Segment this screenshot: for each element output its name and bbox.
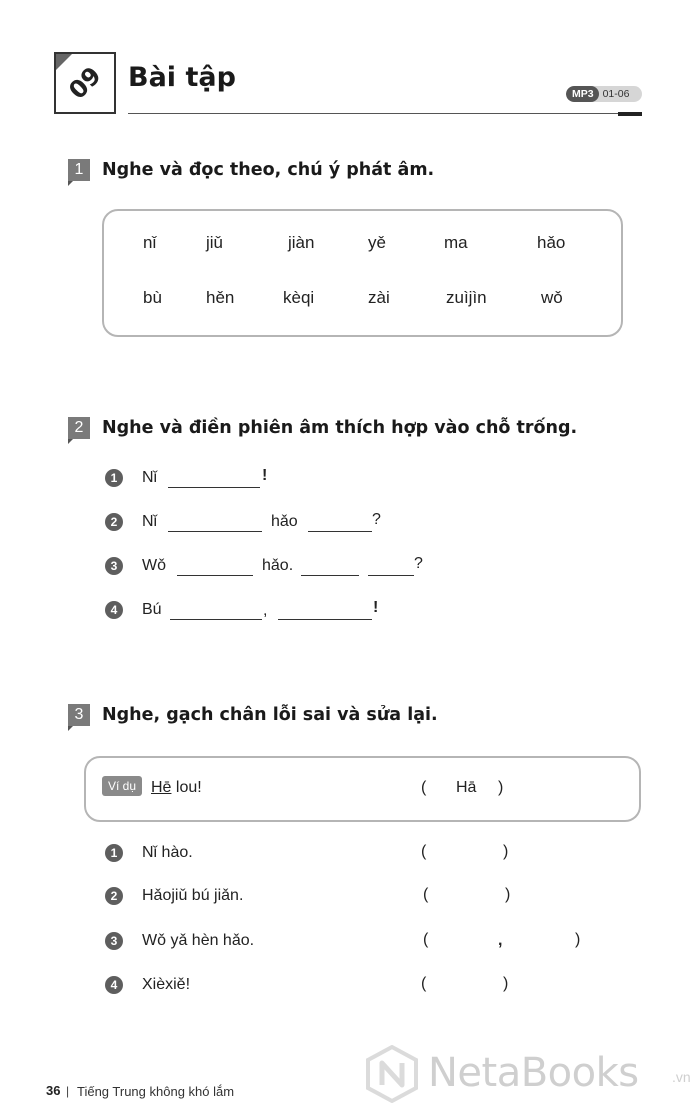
example-rest: lou! <box>171 779 202 796</box>
answer-blank[interactable] <box>368 575 414 576</box>
mp3-badge <box>566 86 642 102</box>
section-3-number: 3 <box>68 704 90 726</box>
pinyin-word: zài <box>368 288 390 307</box>
item-number: 2 <box>105 513 123 531</box>
section-2-number: 2 <box>68 417 90 439</box>
answer-blank[interactable] <box>278 619 372 620</box>
pinyin-word: wǒ <box>541 288 563 307</box>
pinyin-word: jiǔ <box>206 233 224 252</box>
page-title: Bài tập <box>128 62 236 93</box>
item-comma: , <box>263 602 268 619</box>
lesson-number-badge <box>54 52 116 114</box>
item-comma: , <box>498 932 503 949</box>
item-number: 1 <box>105 469 123 487</box>
paren-open: ( <box>421 975 427 992</box>
pinyin-word: bù <box>143 288 162 307</box>
example-tag: Ví dụ <box>102 776 142 796</box>
pinyin-word: yě <box>368 233 386 252</box>
title-divider <box>128 113 642 114</box>
mp3-label: MP3 <box>566 86 599 102</box>
item-number: 3 <box>105 557 123 575</box>
item-number: 2 <box>105 887 123 905</box>
mp3-track-range: 01-06 <box>602 88 630 100</box>
section-1-header <box>68 159 434 181</box>
item-number: 3 <box>105 932 123 950</box>
item-number: 1 <box>105 844 123 862</box>
paren-close: ) <box>575 931 581 948</box>
item-text: Nǐ <box>142 513 158 530</box>
pinyin-list-box <box>102 209 623 337</box>
item-punctuation: ? <box>414 555 423 572</box>
item-punctuation: ? <box>372 511 381 528</box>
section-2-instruction: Nghe và điền phiên âm thích hợp vào chỗ trống. <box>102 418 578 438</box>
section-3-header <box>68 704 438 726</box>
paren-open: ( <box>421 843 427 860</box>
section-1-number: 1 <box>68 159 90 181</box>
example-sentence <box>151 779 202 797</box>
item-punctuation: ! <box>373 599 379 616</box>
item-text: Wǒ <box>142 557 166 574</box>
item-number: 4 <box>105 976 123 994</box>
book-title: Tiếng Trung không khó lắm <box>77 1084 235 1099</box>
item-sentence: Nǐ hào. <box>142 844 193 861</box>
paren-open: ( <box>421 779 427 796</box>
item-text: hǎo <box>271 513 298 530</box>
section-3-instruction: Nghe, gạch chân lỗi sai và sửa lại. <box>102 705 438 725</box>
paren-close: ) <box>503 843 509 860</box>
paren-close: ) <box>503 975 509 992</box>
pinyin-word: zuìjìn <box>446 288 487 307</box>
answer-blank[interactable] <box>170 619 262 620</box>
item-text: Bú <box>142 601 162 618</box>
page-number: 36 <box>46 1083 61 1098</box>
example-answer: Hā <box>456 779 477 796</box>
netabooks-logo-icon <box>366 1045 418 1103</box>
lesson-number: 09 <box>63 61 107 105</box>
paren-close: ) <box>498 779 504 796</box>
answer-blank[interactable] <box>308 531 372 532</box>
answer-blank[interactable] <box>168 531 262 532</box>
section-1-instruction: Nghe và đọc theo, chú ý phát âm. <box>102 160 435 180</box>
pinyin-word: nǐ <box>143 233 157 252</box>
section-2-header <box>68 417 577 439</box>
example-error-word: Hē <box>151 779 172 796</box>
item-sentence: Wǒ yǎ hèn hǎo. <box>142 932 255 949</box>
paren-open: ( <box>423 931 429 948</box>
pinyin-word: ma <box>444 233 468 252</box>
pinyin-word: hǎo <box>537 233 566 252</box>
pinyin-word: kèqi <box>283 288 315 307</box>
answer-blank[interactable] <box>168 487 260 488</box>
footer-separator: | <box>66 1084 70 1098</box>
item-sentence: Hǎojiǔ bú jiǎn. <box>142 887 244 904</box>
pinyin-word: jiàn <box>288 233 315 252</box>
item-text: Nǐ <box>142 469 158 486</box>
paren-open: ( <box>423 886 429 903</box>
answer-blank[interactable] <box>301 575 359 576</box>
watermark-brand: NetaBooks <box>428 1050 639 1096</box>
answer-blank[interactable] <box>177 575 253 576</box>
item-number: 4 <box>105 601 123 619</box>
item-sentence: Xièxiě! <box>142 976 191 993</box>
watermark-suffix: .vn <box>672 1069 691 1085</box>
item-text: hǎo. <box>262 557 294 574</box>
paren-close: ) <box>505 886 511 903</box>
pinyin-word: hěn <box>206 288 235 307</box>
item-punctuation: ! <box>262 467 268 484</box>
title-divider-accent <box>618 112 642 116</box>
